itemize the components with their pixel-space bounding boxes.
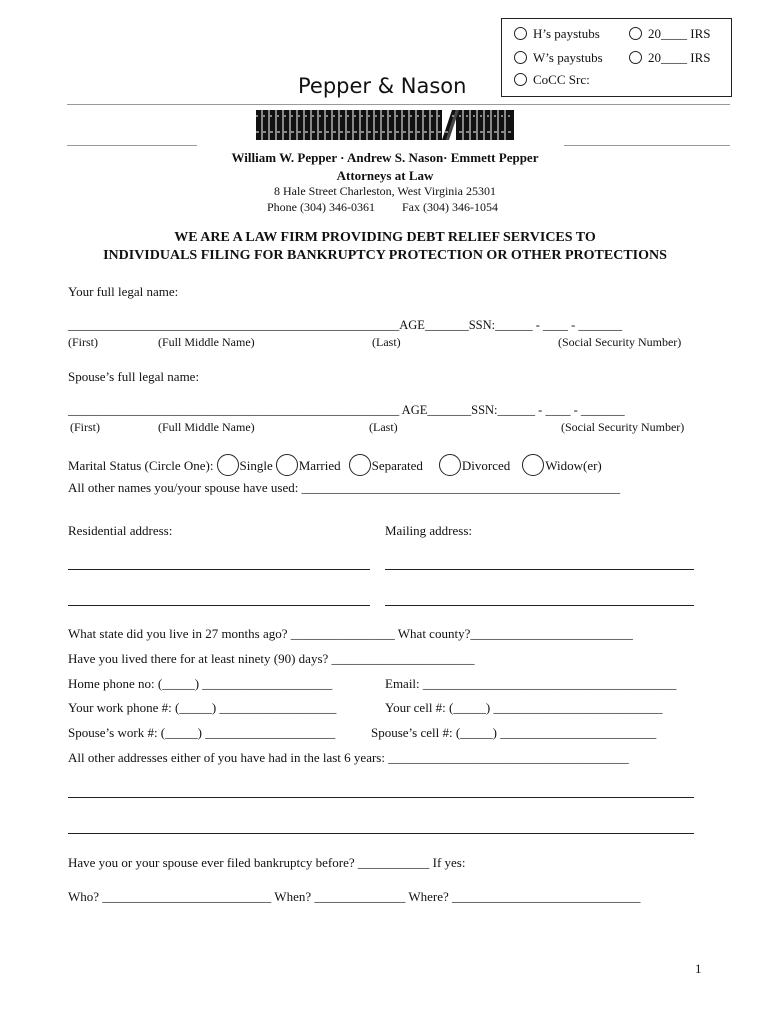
prior-bankruptcy-field[interactable]: Have you or your spouse ever filed bankruptcy before? ___________ If yes:: [68, 855, 466, 870]
firm-phone: Phone (304) 346-0361: [267, 200, 375, 214]
heading-line-1: WE ARE A LAW FIRM PROVIDING DEBT RELIEF SERVICES TO: [174, 230, 596, 245]
circle-checkbox-icon[interactable]: [514, 73, 527, 86]
middle-caption: (Full Middle Name): [158, 420, 255, 434]
firm-address: 8 Hale Street Charleston, West Virginia 25301: [274, 184, 496, 198]
cell-phone-field[interactable]: Your cell #: (_____) __________________________: [385, 700, 663, 715]
spouse-cell-phone-field[interactable]: Spouse’s cell #: (_____) ________________________: [371, 725, 657, 740]
work-phone-field[interactable]: Your work phone #: (_____) __________________: [68, 700, 337, 715]
divider: [67, 104, 730, 105]
firm-fax: Fax (304) 346-1054: [402, 200, 498, 214]
state-county-field[interactable]: What state did you live in 27 months ago? ________________ What county?_________________________: [68, 626, 633, 641]
option-widower[interactable]: Widow(er): [545, 458, 602, 473]
checklist-item-irs-2[interactable]: 20____ IRS: [629, 50, 710, 66]
mailing-address-label: Mailing address:: [385, 523, 473, 538]
option-separated[interactable]: Separated: [371, 458, 423, 473]
option-divorced[interactable]: Divorced: [461, 458, 511, 473]
circle-checkbox-icon[interactable]: [514, 51, 527, 64]
ninety-days-field[interactable]: Have you lived there for at least ninety (90) days? ______________________: [68, 651, 475, 666]
divider: [564, 145, 730, 146]
other-addresses-line-1[interactable]: [68, 797, 694, 798]
checklist-item-w-paystubs[interactable]: W’s paystubs: [514, 50, 603, 66]
spouse-name-field[interactable]: _____________________________________________________ AGE_______SSN:______ - ____ - _______: [68, 403, 625, 417]
checklist-item-irs-1[interactable]: 20____ IRS: [629, 26, 710, 42]
page-number: 1: [695, 961, 702, 976]
full-name-label: Your full legal name:: [68, 284, 179, 299]
middle-caption: (Full Middle Name): [158, 335, 255, 349]
mailing-address-line-1[interactable]: [385, 569, 694, 570]
checklist-item-h-paystubs[interactable]: H’s paystubs: [514, 26, 600, 42]
other-addresses-line-2[interactable]: [68, 833, 694, 834]
spouse-work-phone-field[interactable]: Spouse’s work #: (_____) ____________________: [68, 725, 336, 740]
other-names-field[interactable]: All other names you/your spouse have used: _________________________________________________: [68, 480, 621, 495]
home-phone-field[interactable]: Home phone no: (_____) ____________________: [68, 676, 333, 691]
marital-status-label: Marital Status (Circle One):: [68, 458, 214, 473]
last-caption: (Last): [372, 335, 401, 349]
other-addresses-field[interactable]: All other addresses either of you have had in the last 6 years: _____________________________________: [68, 750, 629, 765]
prior-bankruptcy-details-field[interactable]: Who? __________________________ When? ______________ Where? _____________________________: [68, 889, 641, 904]
applicant-name-field[interactable]: _____________________________________________________AGE_______SSN:______ - ____ - _______: [68, 318, 623, 332]
mailing-address-line-2[interactable]: [385, 605, 694, 606]
circle-option-icon[interactable]: [439, 454, 461, 476]
attorney-names: William W. Pepper · Andrew S. Nason· Emmett Pepper: [231, 150, 539, 165]
firm-logo-name: Pepper & Nason: [298, 74, 467, 98]
spouse-name-label: Spouse’s full legal name:: [68, 369, 200, 384]
circle-checkbox-icon[interactable]: [514, 27, 527, 40]
marital-status-row: [68, 454, 602, 476]
circle-option-icon[interactable]: [217, 454, 239, 476]
circle-checkbox-icon[interactable]: [629, 27, 642, 40]
ssn-caption: (Social Security Number): [561, 420, 685, 434]
residential-address-line-2[interactable]: [68, 605, 370, 606]
email-field[interactable]: Email: _______________________________________: [385, 676, 677, 691]
ssn-caption: (Social Security Number): [558, 335, 682, 349]
residential-address-line-1[interactable]: [68, 569, 370, 570]
option-married[interactable]: Married: [298, 458, 341, 473]
heading-line-2: INDIVIDUALS FILING FOR BANKRUPTCY PROTECTION OR OTHER PROTECTIONS: [103, 248, 667, 263]
books-logo-icon: [256, 108, 514, 141]
circle-option-icon[interactable]: [276, 454, 298, 476]
option-single[interactable]: Single: [239, 458, 273, 473]
document-checklist-box: [501, 18, 732, 97]
residential-address-label: Residential address:: [68, 523, 173, 538]
circle-option-icon[interactable]: [522, 454, 544, 476]
first-caption: (First): [68, 335, 98, 349]
circle-checkbox-icon[interactable]: [629, 51, 642, 64]
circle-option-icon[interactable]: [349, 454, 371, 476]
checklist-item-cocc[interactable]: CoCC Src:: [514, 72, 590, 88]
first-caption: (First): [70, 420, 100, 434]
firm-subtitle: Attorneys at Law: [336, 168, 434, 183]
last-caption: (Last): [369, 420, 398, 434]
divider: [67, 145, 197, 146]
